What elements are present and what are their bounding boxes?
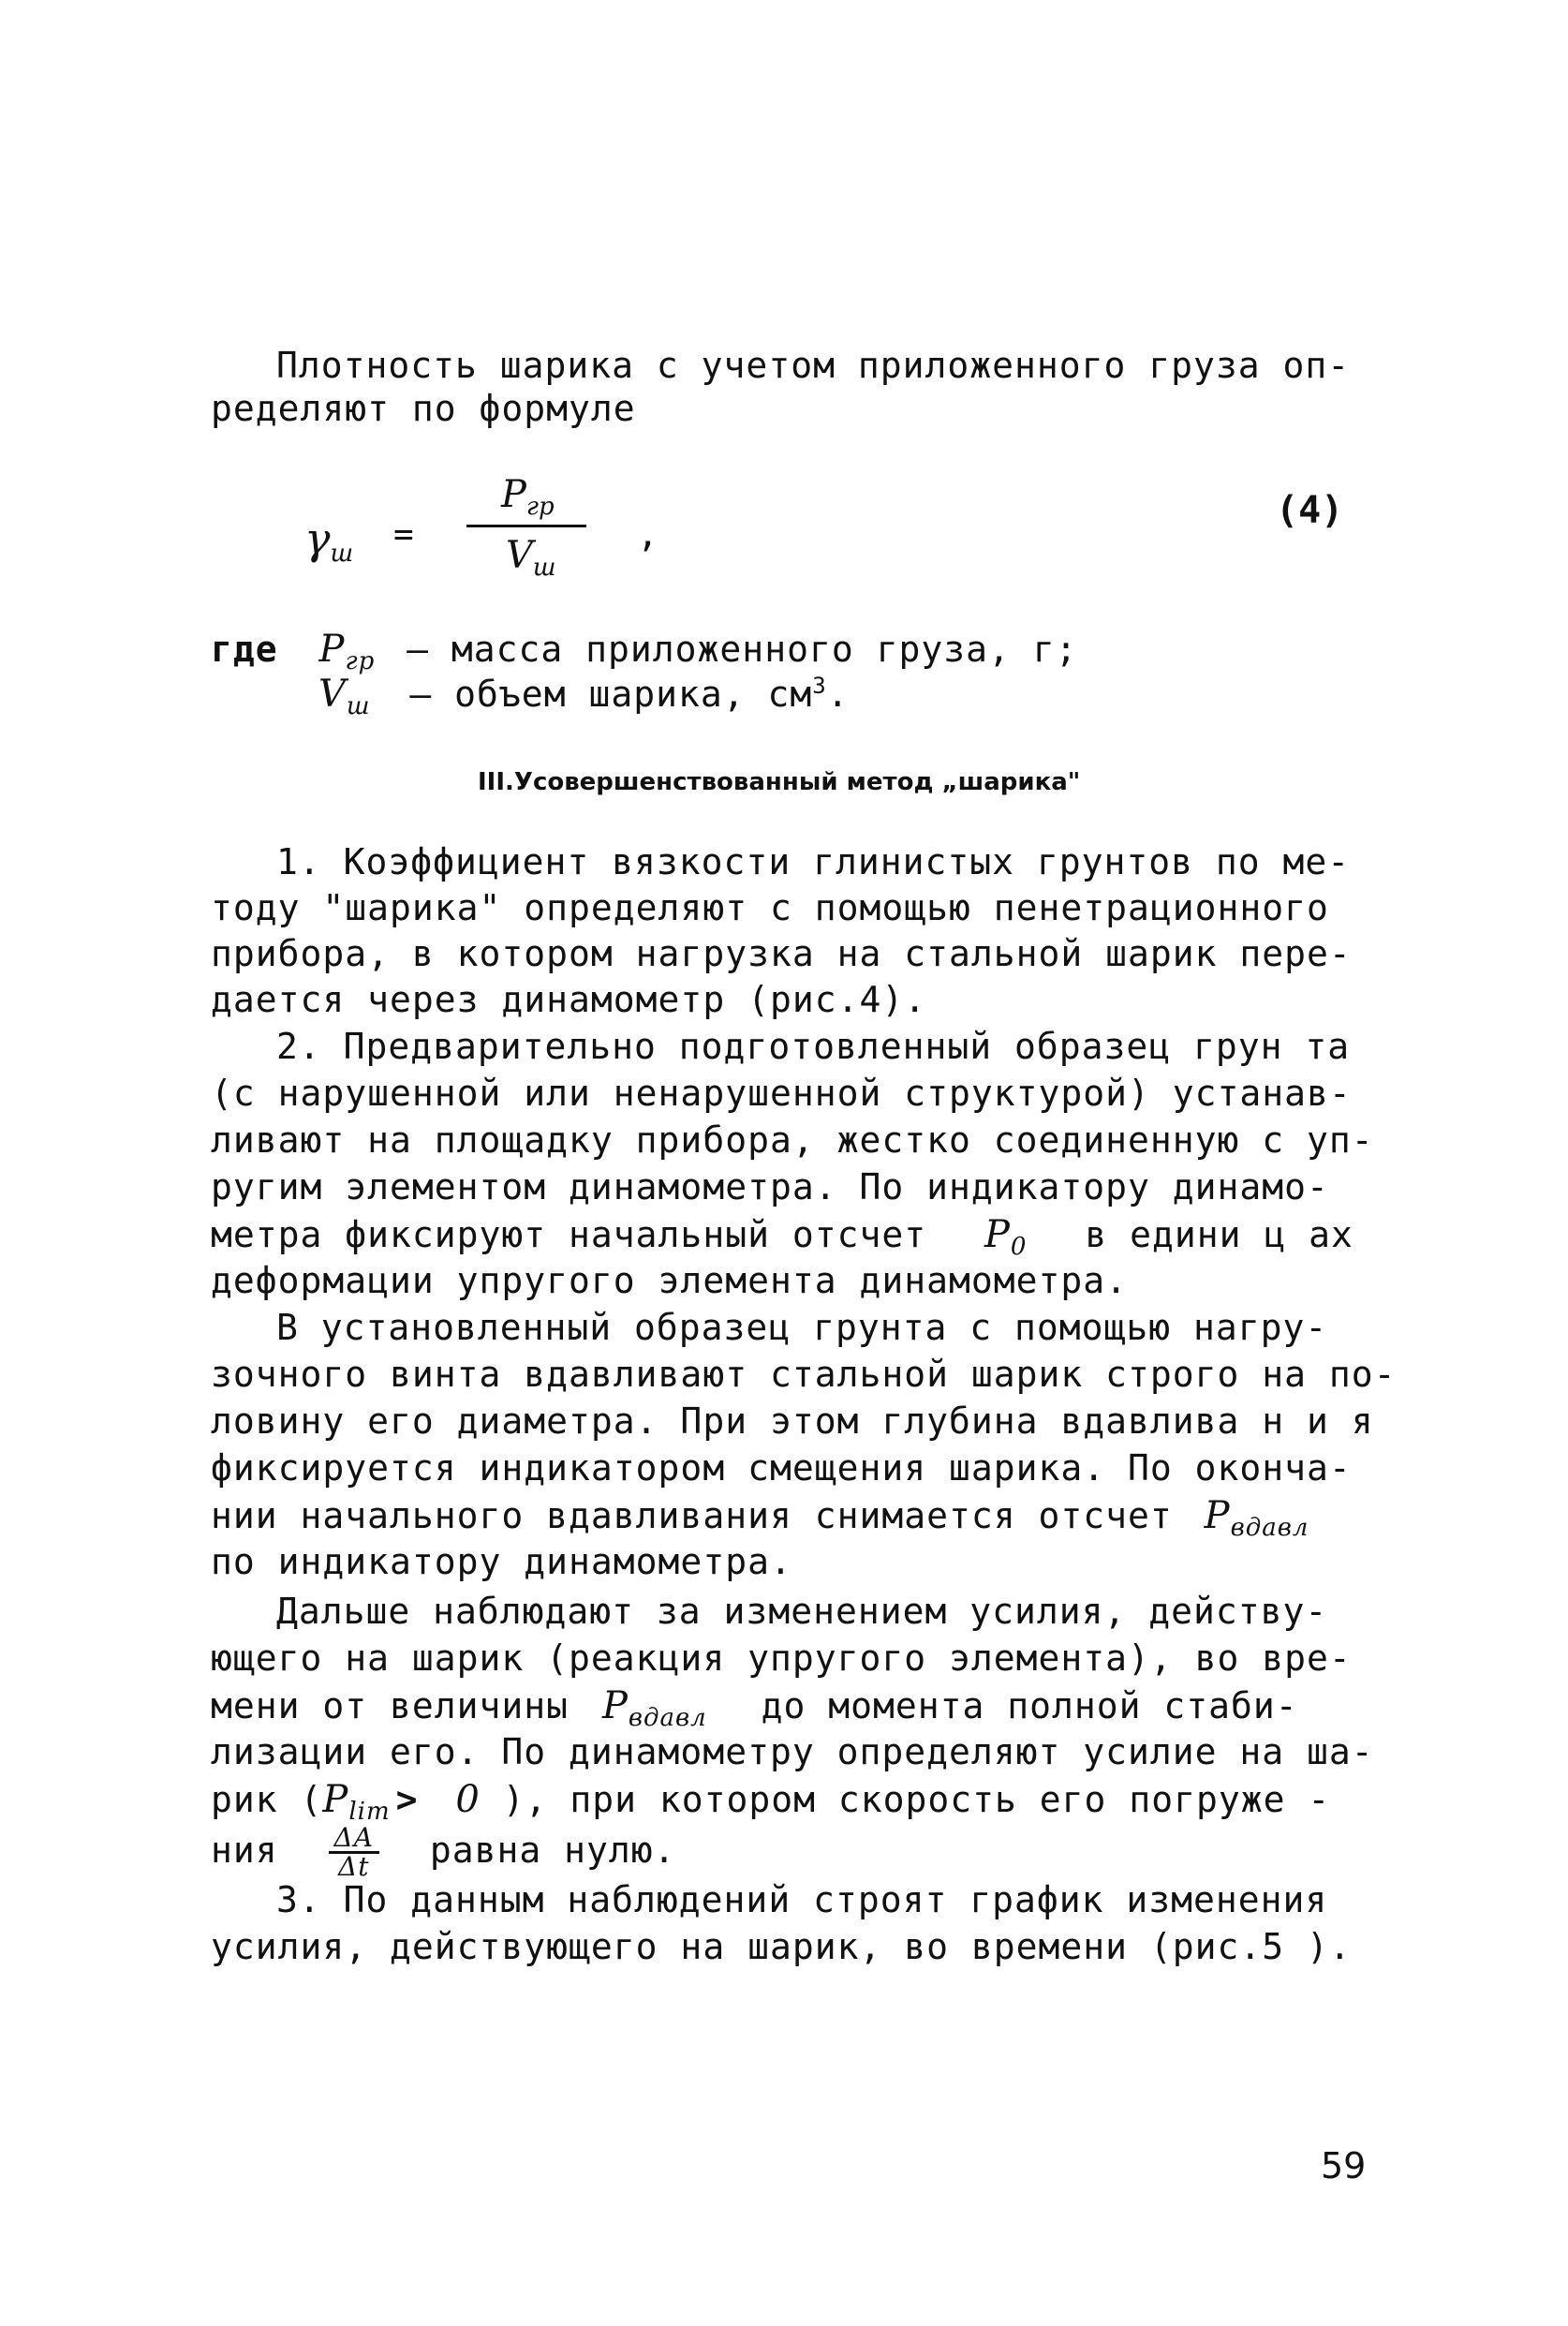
para5-line-2: усилия, действующего на шарик, во времени (рис.5 ).: [211, 1926, 1352, 1967]
page-number: 59: [1321, 2145, 1367, 2186]
para3-line-6: по индикатору динамометра.: [211, 1541, 792, 1582]
formula-numerator: $P_{гр}$: [501, 473, 555, 521]
def1-text: – масса приложенного груза, г;: [407, 629, 1078, 670]
para2-line-6: деформации упругого элемента динамометра.: [211, 1260, 1128, 1301]
para3-line-5: нии начального вдавливания снимается отсчет $P_{вдавл}$: [211, 1494, 1309, 1542]
para1-line-2: тоду "шарика" определяют с помощью пенетрационного: [211, 887, 1329, 928]
p-vdavl-symbol: $P_{вдавл}$: [1204, 1494, 1309, 1542]
para4-line-1: Дальше наблюдают за изменением усилия, действу-: [276, 1591, 1328, 1632]
formula-number: (4): [1276, 489, 1344, 532]
para2-line-2: (с нарушенной или ненарушенной структурой) устанав-: [211, 1073, 1352, 1114]
para3-line-4: фиксируется индикатором смещения шарика. По оконча-: [211, 1447, 1352, 1489]
para3-line-1: В установленный образец грунта с помощью нагру-: [276, 1307, 1328, 1348]
p-lim-symbol: $P_{lim}$: [322, 1778, 391, 1826]
p-vdavl-symbol-2: $P_{вдавл}$: [601, 1684, 707, 1732]
intro-line-2: ределяют по формуле: [211, 388, 636, 429]
para4-line-4: лизации его. По динамометру определяют усилие на ша-: [211, 1731, 1374, 1772]
para4-line-2: ющего на шарик (реакция упругого элемента), во вре-: [211, 1637, 1352, 1679]
para4-line-6: ния $\frac{\Delta A}{\Delta t}$ равна нулю.: [211, 1822, 676, 1882]
def2-symbol: $V_ш$: [318, 673, 371, 720]
formula-equals: =: [393, 515, 414, 554]
formula-fraction-bar: [466, 525, 586, 527]
where-line-2: [318, 673, 1499, 720]
para2-line-5: метра фиксируют начальный отсчет $P_0$ в едини ц ах: [211, 1213, 1354, 1261]
para1-line-3: прибора, в котором нагрузка на стальной шарик пере-: [211, 933, 1352, 974]
intro-line-1: Плотность шарика с учетом приложенного груза оп-: [276, 345, 1351, 386]
formula-denominator: $V_ш$: [506, 534, 556, 582]
para4-line-5: рик ($P_{lim} > 0$ ), при котором скорость его погруже -: [211, 1778, 1331, 1826]
para1-line-1: 1. Коэффициент вязкости глинистых грунтов по ме-: [276, 841, 1351, 882]
formula-lhs: $\gamma_ш$: [304, 513, 354, 568]
formula-comma: ,: [637, 513, 658, 555]
para2-line-4: ругим элементом динамометра. По индикатору динамо-: [211, 1166, 1329, 1207]
p0-symbol: $P_0$: [984, 1213, 1028, 1261]
dA-dt-fraction: $\frac{\Delta A}{\Delta t}$: [329, 1825, 379, 1880]
para2-line-1: 2. Предварительно подготовленный образец грун та: [276, 1026, 1351, 1067]
para4-line-3: мени от величины $P_{вдавл}$ до момента полной стаби-: [211, 1684, 1298, 1732]
para5-line-1: 3. По данным наблюдений строят график изменения: [276, 1879, 1328, 1920]
para1-line-4: дается через динамометр (рис.4).: [211, 979, 927, 1020]
def1-symbol: $P_{гр}$: [318, 628, 376, 675]
def2-text: – объем шарика, $см^3$.: [409, 673, 850, 715]
section-title: III.Усовершенствованный метод „шарика": [478, 768, 1081, 796]
where-word: где: [211, 629, 278, 670]
para3-line-2: зочного винта вдавливают стальной шарик строго на по-: [211, 1354, 1397, 1395]
where-line-1: [211, 628, 1391, 675]
para3-line-3: ловину его диаметра. При этом глубина вдавлива н и я: [211, 1400, 1374, 1442]
para2-line-3: ливают на площадку прибора, жестко соединенную с уп-: [211, 1119, 1374, 1161]
